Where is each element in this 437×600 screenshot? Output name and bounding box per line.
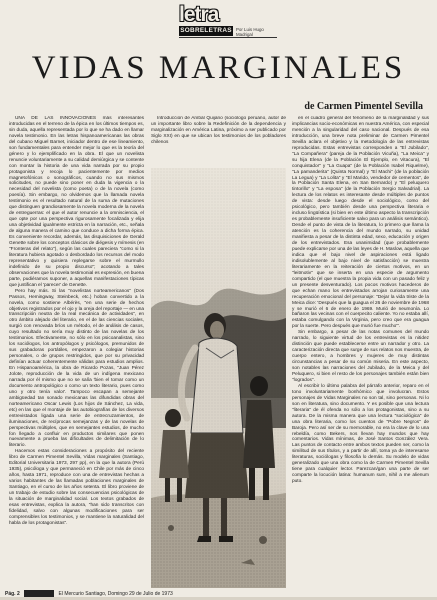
- paragraph: Introducción de Aníbal Quijano (sociólogo peruano, autor de un importante libro sobre la Redefinición de la dependencia y marginalización en América Latina, próximo a ser publicado por Siglo XXI) en que se ubican los testimonios de los pobladores chilenos: [151, 116, 286, 145]
- article-column-3: [292, 116, 429, 589]
- masthead-logo: letra: [179, 3, 219, 26]
- photo-adult-and-children: [151, 168, 286, 588]
- article-title: VIDAS MARGINALES: [31, 50, 406, 86]
- photo-adult-and-children-icon: [151, 168, 286, 588]
- paragraph: Hacemos estas consideraciones a propósito del reciente libro de Carmen Pimentel Sevilla, Vidas marginales (Santiago, Editorial Universitaria 1973, 297 pp), en la que la autora (Perú 1935), psicóloga y que permaneció en Chile por más de cinco años, hasta 1971, reproduce con una de entrevistas hechas a varios habitantes de las llamadas poblaciones marginales de Santiago, en el curso de los años setenta. El libro proviene de un trabajo de estudio sobre las consecuencias psicológicas de la situación de marginalidad social. Los textos grabados de esas entrevistas, explica la autora, "han sido transcritos con fidelidad, salvo con algunas modificaciones para ser comprensibles los testimonios, y se mantiene la naturalidad del habla de los protagonistas".: [9, 449, 144, 526]
- masthead-subtitle: SOBRELETRAS: [180, 27, 232, 34]
- newspaper-name: El Mercurio: [58, 591, 84, 597]
- article-column-2: [151, 116, 286, 160]
- article-author: de Carmen Pimentel Sevilla: [304, 101, 423, 112]
- page-number: Pág. 2: [5, 591, 20, 597]
- publication-date: Santiago, Domingo 29 de Julio de 1973: [85, 591, 173, 597]
- paragraph: en el cuadro general del fenómeno de la marginalidad y sus implicancias socio-económicas en nuestra América, con especial mención a la singularidad del caso nacional. Después de esa introducción, una breve nota preliminar de Carmen Pimentel Sevilla aclara el objetivo y la metodología de las entrevistas reproducidas. Estas entrevistas corresponden a "El Jubilado", "La Compañera" (pareja de la Población Vicuña), "La Meica" y su hija Elena (de la Población El Ejemplo, en Vitacura), "El conquistador" y "La Guapa" (de la Población Isabel Riquelme), "La pamanderita" (Quinta Normal) y "El Machi" (de la población La Legua) y "La Lolita" y "El Marido, vendedor de cementos", de la Población Santa Elena, en San Bernardo) y "El peluquero tintorillo" y "La esposa" (de la Población Sergio Salvadrial). La lectura de los relatos es interesante desde múltiples de puntos de vista: desde luego desde el sociológico, como del psicológico, pero también desde una perspectiva literaria e incluso lingüística (si bien en este último aspecto la transcripción es probablemente insuficiente salvo para un análisis semántico). Desde el punto de vista de la literatura, lo primero que llama la atención es la coherencia del mundo narrado, su unidad manifiesta a pesar de la distinta edad, sexo, educación y origen de los entrevistados. Esa unanimidad (que probablemente puede explicarse por una de las leyes de H. Maslow, aquella que indica que el bajo nivel de aspiraciones está ligado indisolublemente al bajo nivel de satisfacción) se muestra literariamente en la reiteración de ciertos motivos, en un "leitmotiv" que se inserta en una especie de argumento compartido (el que muestra la propia vida con un pasado feliz y un presente desventurado). Los pocos motivos hacederos de que echan mano los entrevistados arrojan curiosamente una recuperación emocional del personaje: "Dejar la vida triste de la Meica dice: 'Después que la guagua el 26 de noviembre de 1968 y se murió el 6 de enero de 1969. Murió de neumonía. Lo bañaron las vecinas con el cuerpecito caliente. Yo no estaba allí, estaba comulgando con la Virginia, pero creo que era guagua por la suerte. Pero después que murió fue mucho'".: [292, 116, 429, 330]
- masthead-byline: Por Luis Hugo Madrigal: [236, 27, 264, 37]
- paragraph: Pero hay más. Si las "novelistas norteamericanos" (Dos Passos, Hemingway, Steinbeck, etc.) hoban convertido a la novela, como sostiene Albérès, "en una serie de hechos objetivos registrados por el ojo y la oreja del reportaje — en una transcripción neutra de la real mecánica de actividades", en otro ámbito alejado del literario, en el de las ciencias sociales, surgió con renovada bríos un método, el de análisis de casos, cuyo resultado no sería muy distinto de las novelas de los testimonios. Efectivamente, no sólo en los psicoanalistas, sino los sociólogos, los antropólogos y psicólogos, premunidos de sus grabadoras portátiles, empezaron a colegiar historias personales, o de grupos restringidos, que por su privacidad definían actuar coherentemente válidas para estudios amplios. En Hispanoamérica, la obra de Ricardo Pozas, "Juan Pérez Jolote, reproducción de la vida de un indígena mexicano narrada por él mismo que no se salía 'bien el tomar como un documento antropológico o como un texto literario, pues como uno y otro tenía valor'. Tampoco escapan a semejante ambigüedad tan sonado mexicanas las difundidas obras del norteamericano Oscar Lewis (Los hijos de Sánchez, La vida, etc) en las que el montaje de las autobiografías de los diversos entrevistados ligada una serie de entrecruzamientos, de iluminaciones, de recíprocas semejanzas y de las novelas de perspectivas múltiples, que en semejantes estudios, de mucho fon llegado a confluir en productos similares que ponen nuevamente a prueba las dificultades de delimitación de lo literario.: [9, 288, 144, 449]
- paragraph: UNA DE LAS INNOVACIONES más interesantes introducidas en el terreno de la épica en los últimos tiempos es, sin duda, aquella representada por lo que se ha dado en llamar novela testimonio. En las letras hispanoamericanas las obras del cubano Miguel Barnet, iniciador dentro de ese lineamiento, son fundamentales para entender mejor lo que es la teoría del género y lo ejemplificado en la obra. El que un novelista renuncie voluntariamente a su calidad demiúrgica y se contente con montar la historia de una vida narrada por su propio protagonista y recoja lo pacientemente por medios magnetofónicos o sonográficos, cuando no sus mismos solicitudes, no puede sino poner en duda la vigencia o la necesidad del novelista (como poeta) o de la novela (como poesía). Sin embargo, no olvidemos que la llamada novela testimonio es el resultado natural de la suma de mutaciones que distinguen grandiosamente la novela moderna de la novela de entreguerras: el que el autor renuncie a la omnisciencia, el que opte por una perspectiva rigurosamente focalizada y elija una objetividad igualmente estricta en la narración, etc., señala de alguna manera el camino que conduce a dicha forma épica. Es conveniente recordar, además, las disquisiciones de Gerald Genette sobre los conceptos clásicos de diégesis y mímesis (en "Fronteras del relato"), según las cuales pareciera "como si la literatura hubiera agotado o desbordado los recursos del modo representativo y quisiera replegarse sobre el murmullo indefinido de su propio discurso"; acotando a tales observaciones que la novela testimonial es expresión, en buena parte, pudiéramos suponer, a aquellas manifestaciones típicas que justifican el 'parecer' de Genette.: [9, 116, 144, 288]
- section-masthead: [179, 5, 277, 38]
- paragraph: Al escribir lo último palabra del párrafo anterior, reparo en el tono involuntariamente bonhómico que involucran. Estos personajes de Vidas Marginales no son tal, sino personas. Ni lo son en literatura, sino documento. Y es posible que una lectura "literaria" de él ofenda no sólo a los protagonistas, sino a su autora. De la misma manera que una lectura "sociológica" de una obra literaria, como los cuentos de "Pobre Negros" de Baroja. Pero así ser de su memorable, no era la clave de lo una rebeldía, como Bekers, nos llevan hay mundos que hay comentarios. Vidas mínimas, de José Santos González Vera. Las puntos de contacto entre ambos textos pueden ser, como la similitud de sus títulos, y a partir de allí, toma ya de interesarse literaturas, sociólogas y filosofía lo demás. Su modelo de vidas generalizado que una obra como la de Carmen Pimentel Sevilla tiene para cualquier lector. Parezcan/gan una parte de ser comparte la locución latina: humanum sum, nihil a me alienum puto.: [292, 383, 429, 485]
- paragraph: Sin embargo, a pesar de las notas comunes del mundo narrado, lo siguiente virtud de los entrevistas es la nitidez distinción que puede establecerse entre un narrador y otro. La caracterización directa que surge de sus relatos nos muestra, de cuerpo entero, a hombres y mujeres de muy distintas circunstancias a pesar de su común miseria. En este aspecto, son notables las narraciones del Jubilado, de la Meica y del Peluquero, si bien el resto de los personajes también están bien "logrados".: [292, 330, 429, 383]
- article-column-1: [9, 116, 144, 589]
